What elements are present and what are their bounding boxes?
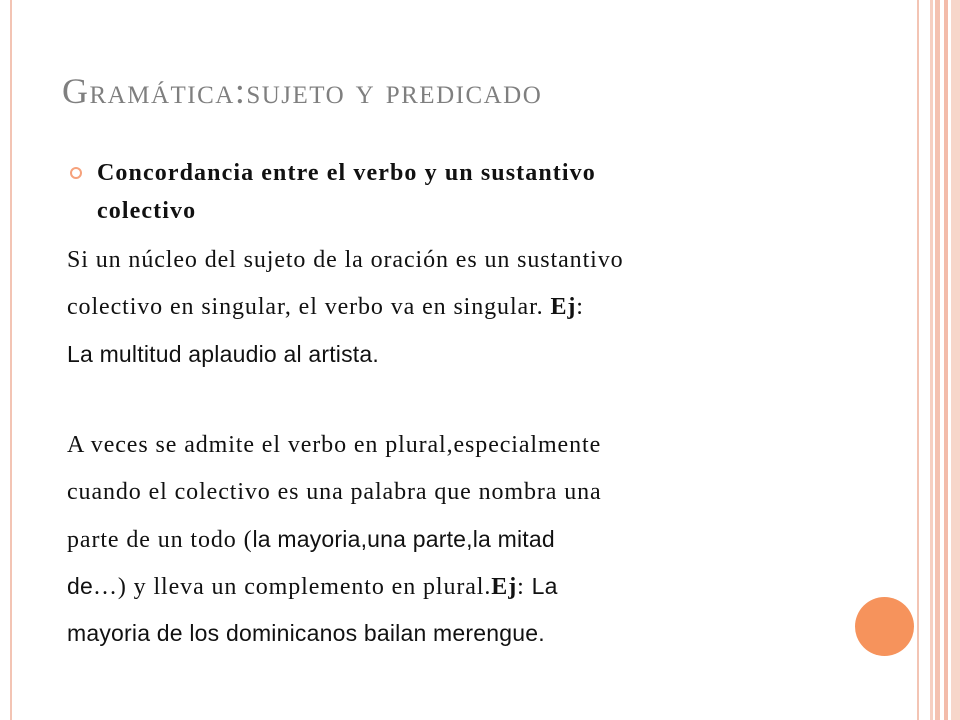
ej-label: Ej bbox=[550, 294, 577, 320]
bullet-circle-icon bbox=[70, 167, 82, 179]
paragraph-2-line-4-de: de bbox=[67, 573, 93, 599]
decor-stripe bbox=[951, 0, 960, 720]
paragraph-1-text: colectivo en singular, el verbo va en singular. bbox=[67, 294, 544, 320]
colon: : bbox=[576, 294, 584, 320]
example-2-start: La bbox=[531, 573, 558, 599]
paragraph-1-line-1: Si un núcleo del sujeto de la oración es un sustantivo bbox=[67, 247, 624, 273]
paragraph-2-line-4-text: …) y lleva un complemento en plural. bbox=[92, 574, 492, 600]
decor-stripe bbox=[930, 0, 933, 720]
paragraph-1-line-2 bbox=[67, 292, 584, 322]
ej-label-2: Ej bbox=[491, 574, 518, 600]
paragraph-2-line-1: A veces se admite el verbo en plural,especialmente bbox=[67, 432, 602, 458]
paragraph-2-line-3-text: parte de un todo ( bbox=[67, 527, 253, 553]
decor-circle bbox=[855, 597, 914, 656]
decor-stripe bbox=[944, 0, 948, 720]
decor-stripe bbox=[935, 0, 940, 720]
colon-2: : bbox=[517, 574, 525, 600]
slide-title: Gramática:sujeto y predicado bbox=[62, 71, 543, 111]
bullet-heading-line-1: Concordancia entre el verbo y un sustantivo bbox=[97, 160, 596, 186]
paragraph-2-line-3 bbox=[67, 524, 555, 555]
example-2: mayoria de los dominicanos bailan merengue. bbox=[67, 620, 545, 646]
paragraph-2-line-3-examples: la mayoria,una parte,la mitad bbox=[252, 526, 555, 552]
paragraph-2-line-2: cuando el colectivo es una palabra que nombra una bbox=[67, 479, 602, 505]
example-1: La multitud aplaudio al artista. bbox=[67, 341, 379, 367]
bullet-heading-line-2: colectivo bbox=[97, 198, 197, 224]
paragraph-2-line-4 bbox=[67, 571, 558, 602]
